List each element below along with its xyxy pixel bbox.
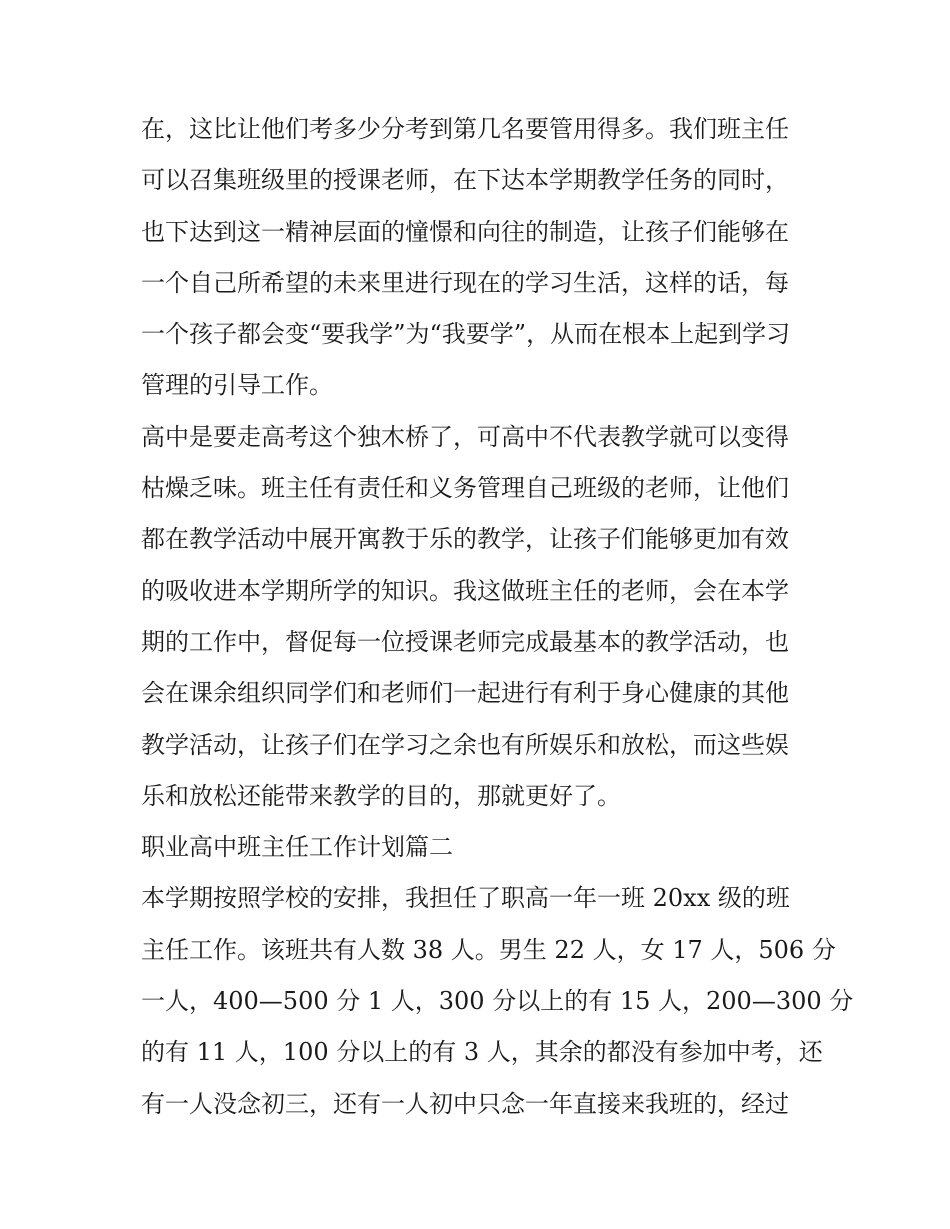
paragraph-1-line-4: 一个自己所希望的未来里进行现在的学习生活，这样的话，每 (141, 268, 789, 297)
paragraph-2-line-3: 都在教学活动中展开寓教于乐的教学，让孩子们能够更加有效 (141, 525, 789, 554)
paragraph-2-line-8: 乐和放松还能带来教学的目的，那就更好了。 (141, 781, 621, 810)
paragraph-2-line-2: 枯燥乏味。班主任有责任和义务管理自己班级的老师，让他们 (141, 474, 789, 503)
paragraph-2-line-1: 高中是要走高考这个独木桥了，可高中不代表教学就可以变得 (141, 422, 789, 451)
paragraph-3-line-3: 一人，400—500 分 1 人，300 分以上的有 15 人，200—300 分 (141, 987, 854, 1016)
paragraph-1-line-6: 管理的引导工作。 (141, 371, 333, 400)
paragraph-3-line-2: 主任工作。该班共有人数 38 人。男生 22 人，女 17 人，506 分 (141, 935, 836, 964)
paragraph-3-line-5: 有一人没念初三，还有一人初中只念一年直接来我班的，经过 (141, 1089, 789, 1118)
paragraph-2-line-5: 期的工作中，督促每一位授课老师完成最基本的教学活动，也 (141, 627, 789, 656)
paragraph-3-line-4: 的有 11 人，100 分以上的有 3 人，其余的都没有参加中考，还 (141, 1038, 823, 1067)
document-body (141, 104, 854, 1130)
paragraph-1-line-2: 可以召集班级里的授课老师，在下达本学期教学任务的同时， (141, 166, 789, 195)
paragraph-2-line-7: 教学活动，让孩子们在学习之余也有所娱乐和放松，而这些娱 (141, 730, 789, 759)
paragraph-3 (141, 873, 854, 1129)
paragraph-1-line-1: 在，这比让他们考多少分考到第几名要管用得多。我们班主任 (141, 115, 789, 143)
paragraph-2-line-4: 的吸收进本学期所学的知识。我这做班主任的老师，会在本学 (141, 576, 789, 605)
paragraph-2 (141, 412, 813, 822)
section-heading: 职业高中班主任工作计划篇二 (141, 833, 453, 862)
paragraph-2-line-6: 会在课余组织同学们和老师们一起进行有利于身心健康的其他 (141, 679, 789, 708)
paragraph-3-line-1: 本学期按照学校的安排，我担任了职高一年一班 20xx 级的班 (141, 884, 790, 913)
paragraph-1 (141, 104, 813, 412)
paragraph-1-line-3: 也下达到这一精神层面的憧憬和向往的制造，让孩子们能够在 (141, 217, 789, 246)
paragraph-1-line-5: 一个孩子都会变“要我学”为“我要学”，从而在根本上起到学习 (141, 320, 791, 349)
